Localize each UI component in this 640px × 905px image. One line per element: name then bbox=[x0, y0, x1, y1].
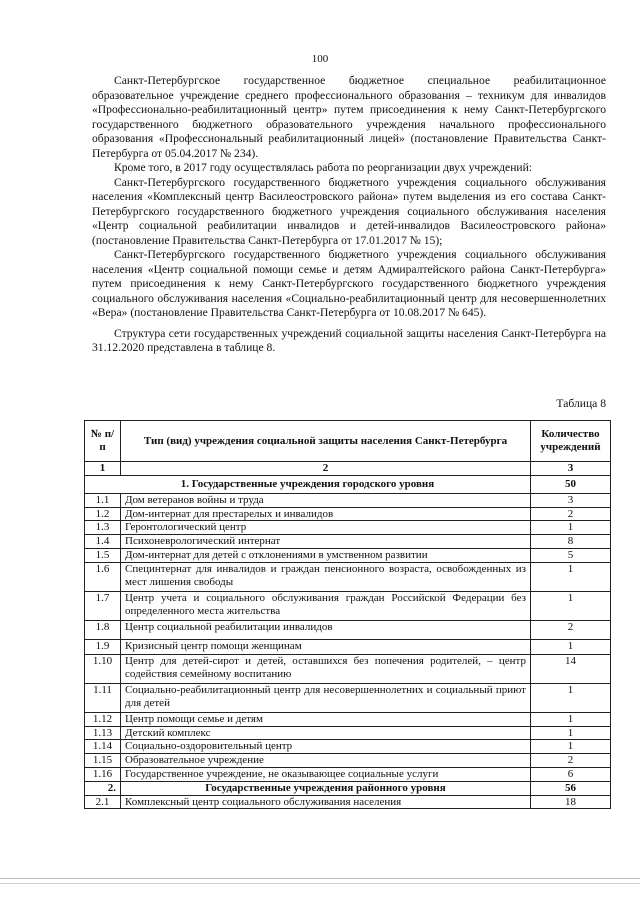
header-num: № п/п bbox=[85, 421, 121, 462]
table-row bbox=[85, 740, 611, 754]
row-count: 2 bbox=[531, 754, 611, 768]
table-row bbox=[85, 620, 611, 639]
table-row bbox=[85, 683, 611, 712]
paragraph-1: Санкт-Петербургское государственное бюджетное специальное реабилитационное образовательное учреждение среднего профессионального образования – техникум для инвалидов «Профессионально-реабилитационный центр» путем присоединения к нему Санкт-Петербургского государственного бюджетного образовательного учреждения начального профессионального образования «Профессиональный реабилитационный лицей» (постановление Правительства Санкт-Петербурга от 05.04.2017 № 234). bbox=[92, 74, 606, 160]
table-row bbox=[85, 754, 611, 768]
section-1-count: 50 bbox=[531, 475, 611, 493]
section-1-row bbox=[85, 475, 611, 493]
row-count: 8 bbox=[531, 535, 611, 549]
row-name: Дом-интернат для детей с отклонениями в умственном развитии bbox=[121, 548, 531, 562]
row-count: 1 bbox=[531, 639, 611, 654]
table-row bbox=[85, 521, 611, 535]
table-row bbox=[85, 591, 611, 620]
row-count: 5 bbox=[531, 548, 611, 562]
row-count: 2 bbox=[531, 620, 611, 639]
row-number: 1.5 bbox=[85, 548, 121, 562]
row-name: Дом ветеранов войны и труда bbox=[121, 493, 531, 507]
section-2-row bbox=[85, 781, 611, 795]
header-type: Тип (вид) учреждения социальной защиты населения Санкт-Петербурга bbox=[121, 421, 531, 462]
table-label: Таблица 8 bbox=[556, 397, 606, 410]
row-number: 1.15 bbox=[85, 754, 121, 768]
row-name: Государственное учреждение, не оказывающее социальные услуги bbox=[121, 767, 531, 781]
row-number: 2.1 bbox=[85, 795, 121, 809]
table-row bbox=[85, 795, 611, 809]
row-number: 1.7 bbox=[85, 591, 121, 620]
section-2-num: 2. bbox=[85, 781, 121, 795]
row-count: 1 bbox=[531, 591, 611, 620]
row-number: 1.10 bbox=[85, 654, 121, 683]
row-number: 1.3 bbox=[85, 521, 121, 535]
table-row bbox=[85, 726, 611, 740]
row-name: Психоневрологический интернат bbox=[121, 535, 531, 549]
table-row bbox=[85, 712, 611, 726]
row-number: 1.16 bbox=[85, 767, 121, 781]
paragraph-5: Структура сети государственных учреждений социальной защиты населения Санкт-Петербурга на 31.12.2020 представлена в таблице 8. bbox=[92, 326, 606, 354]
row-name: Специнтернат для инвалидов и граждан пенсионного возраста, освобожденных из мест лишения свободы bbox=[121, 562, 531, 591]
row-number: 1.6 bbox=[85, 562, 121, 591]
row-name: Образовательное учреждение bbox=[121, 754, 531, 768]
row-number: 1.1 bbox=[85, 493, 121, 507]
paragraph-3: Санкт-Петербургского государственного бюджетного учреждения социального обслуживания населения «Комплексный центр Василеостровского района» путем выделения из его состава Санкт-Петербургского государственного бюджетного учреждения социального обслуживания населения «Центр социальной реабилитации инвалидов и детей-инвалидов Василеостровского района» (постановление Правительства Санкт-Петербурга от 17.01.2017 № 15); bbox=[92, 175, 606, 247]
row-name: Центр для детей-сирот и детей, оставшихся без попечения родителей, – центр содействия семейному воспитанию bbox=[121, 654, 531, 683]
row-count: 1 bbox=[531, 712, 611, 726]
row-count: 1 bbox=[531, 521, 611, 535]
row-name: Геронтологический центр bbox=[121, 521, 531, 535]
table-row bbox=[85, 507, 611, 521]
column-number: 3 bbox=[531, 462, 611, 476]
table-row bbox=[85, 493, 611, 507]
row-name: Комплексный центр социального обслуживания населения bbox=[121, 795, 531, 809]
body-text bbox=[92, 74, 606, 356]
column-number-row bbox=[85, 462, 611, 476]
row-number: 1.8 bbox=[85, 620, 121, 639]
row-number: 1.4 bbox=[85, 535, 121, 549]
row-count: 18 bbox=[531, 795, 611, 809]
table-row bbox=[85, 535, 611, 549]
row-number: 1.11 bbox=[85, 683, 121, 712]
row-number: 1.2 bbox=[85, 507, 121, 521]
paragraph-4: Санкт-Петербургского государственного бюджетного учреждения социального обслуживания населения «Центр социальной помощи семье и детям Адмиралтейского района Санкт-Петербурга» путем присоединения к нему Санкт-Петербургского государственного бюджетного учреждения социального обслуживания населения «Социально-реабилитационный центр для несовершеннолетних «Вера» (постановление Правительства Санкт-Петербурга от 10.08.2017 № 645). bbox=[92, 248, 606, 319]
scan-artifact bbox=[0, 883, 640, 884]
page-number: 100 bbox=[311, 53, 329, 65]
row-name: Дом-интернат для престарелых и инвалидов bbox=[121, 507, 531, 521]
paragraph-2: Кроме того, в 2017 году осуществлялась работа по реорганизации двух учреждений: bbox=[114, 161, 533, 174]
row-number: 1.14 bbox=[85, 740, 121, 754]
row-count: 1 bbox=[531, 740, 611, 754]
table-header-row bbox=[85, 421, 611, 462]
row-count: 1 bbox=[531, 726, 611, 740]
row-name: Детский комплекс bbox=[121, 726, 531, 740]
header-count: Количество учреждений bbox=[531, 421, 611, 462]
row-name: Центр учета и социального обслуживания граждан Российской Федерации без определенного места жительства bbox=[121, 591, 531, 620]
row-count: 6 bbox=[531, 767, 611, 781]
row-name: Социально-реабилитационный центр для несовершеннолетних и социальный приют для детей bbox=[121, 683, 531, 712]
column-number: 1 bbox=[85, 462, 121, 476]
row-name: Центр помощи семье и детям bbox=[121, 712, 531, 726]
section-2-count: 56 bbox=[531, 781, 611, 795]
section-2-title: Государственные учреждения районного уровня bbox=[121, 781, 531, 795]
column-number: 2 bbox=[121, 462, 531, 476]
row-number: 1.12 bbox=[85, 712, 121, 726]
institutions-table bbox=[84, 420, 611, 809]
row-number: 1.13 bbox=[85, 726, 121, 740]
scan-artifact bbox=[0, 878, 640, 879]
row-count: 1 bbox=[531, 683, 611, 712]
row-number: 1.9 bbox=[85, 639, 121, 654]
table-row bbox=[85, 767, 611, 781]
row-count: 1 bbox=[531, 562, 611, 591]
row-count: 2 bbox=[531, 507, 611, 521]
row-name: Центр социальной реабилитации инвалидов bbox=[121, 620, 531, 639]
section-1-title: 1. Государственные учреждения городского уровня bbox=[85, 475, 531, 493]
row-name: Кризисный центр помощи женщинам bbox=[121, 639, 531, 654]
table-row bbox=[85, 654, 611, 683]
row-count: 14 bbox=[531, 654, 611, 683]
table-row bbox=[85, 548, 611, 562]
row-name: Социально-оздоровительный центр bbox=[121, 740, 531, 754]
table-row bbox=[85, 562, 611, 591]
table-row bbox=[85, 639, 611, 654]
row-count: 3 bbox=[531, 493, 611, 507]
